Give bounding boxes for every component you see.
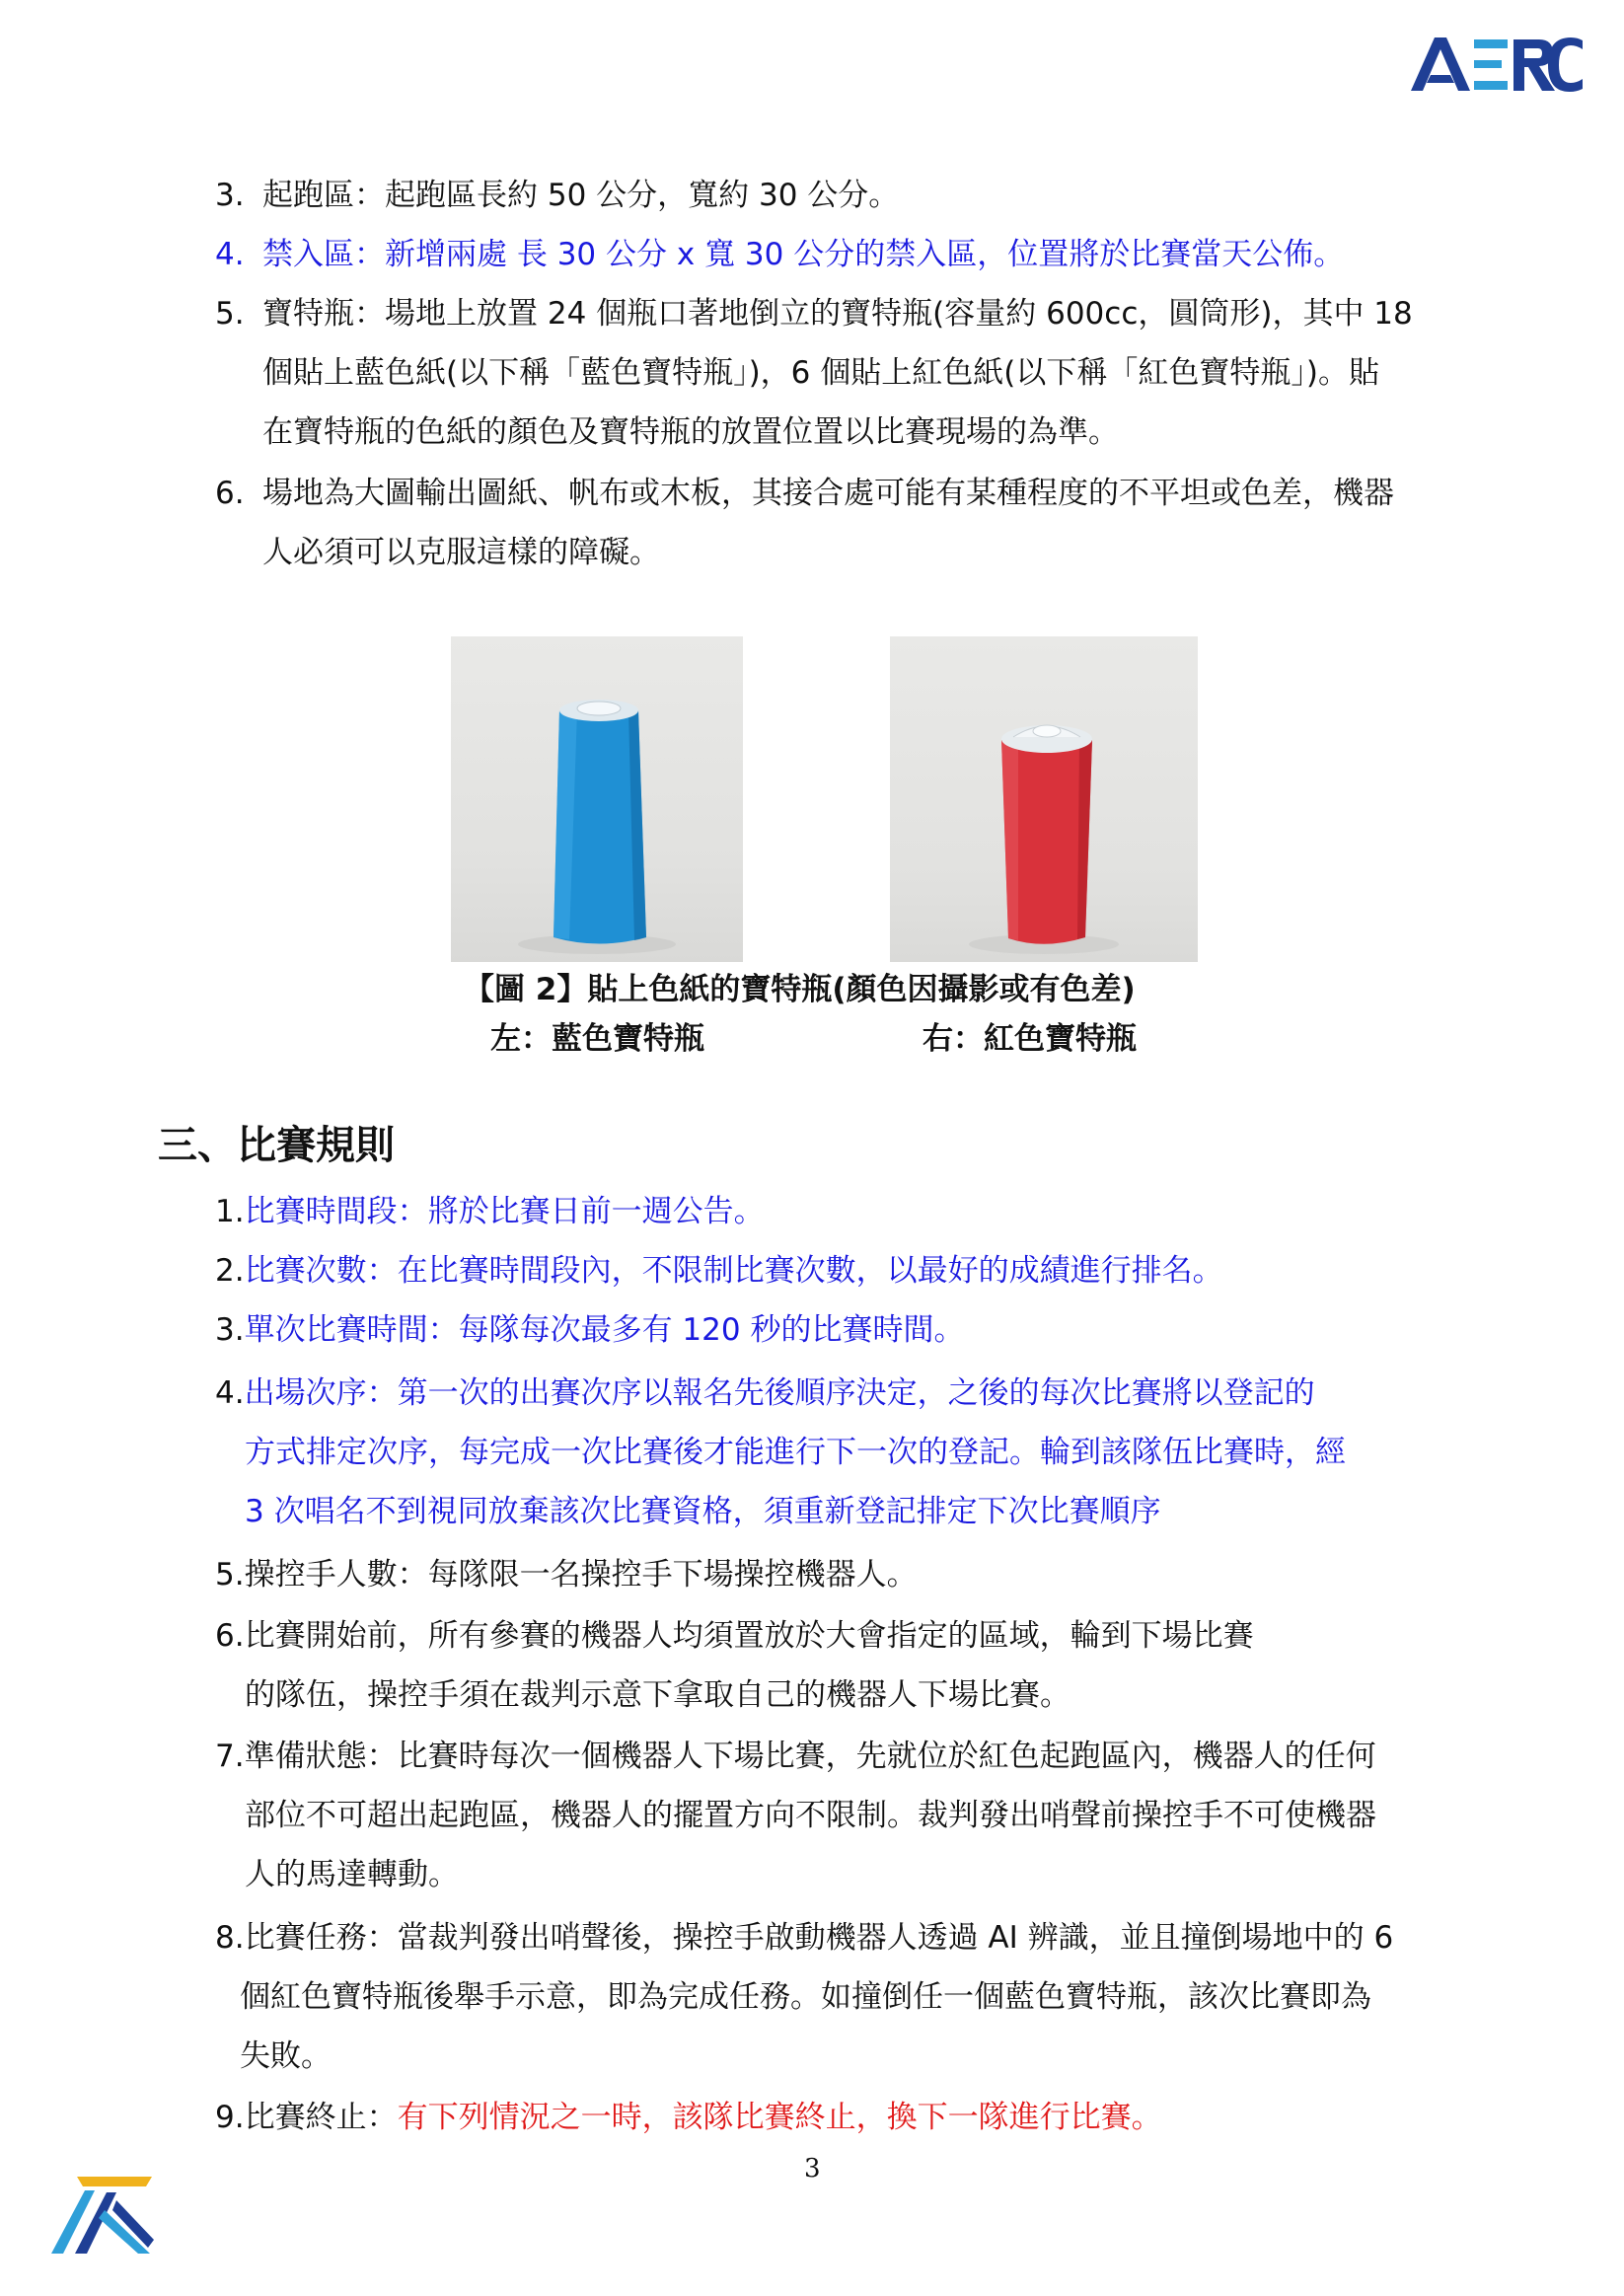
rule-line [215,1555,918,1594]
rule-text: 的隊伍，操控手須在裁判示意下拿取自己的機器人下場比賽。 [245,1677,1070,1713]
rule-line [215,1616,1254,1656]
rule-number: 1. [215,1194,245,1229]
venue-item-text: 場地為大圖輸出圖紙、帆布或木板，其接合處可能有某種程度的不平坦或色差，機器 [262,476,1394,511]
rule-label: 比賽終止： [244,2100,398,2135]
blue-bottle-illustration [451,636,743,962]
rule-line [245,1433,1346,1472]
aerc-logo [1409,32,1587,95]
rule-line [215,1192,765,1231]
rule-text: 操控手人數：每隊限一名操控手下場操控機器人。 [244,1557,918,1592]
venue-item-text: 個貼上藍色紙(以下稱「藍色寶特瓶」)，6 個貼上紅色紙(以下稱「紅色寶特瓶」)。貼 [262,355,1379,391]
red-bottle-illustration [890,636,1198,962]
rule-text: 個紅色寶特瓶後舉手示意，即為完成任務。如撞倒任一個藍色寶特瓶，該次比賽即為 [240,1979,1371,2015]
rule-text: 出場次序：第一次的出賽次序以報名先後順序決定，之後的每次比賽將以登記的 [244,1375,1315,1411]
rule-line [215,1918,1393,1958]
venue-item-text: 起跑區：起跑區長約 50 公分，寬約 30 公分。 [262,178,900,213]
section-heading: 三、比賽規則 [158,1123,395,1168]
rule-line [245,1855,459,1894]
page-number: 3 [804,2154,821,2184]
rule-text: 失敗。 [240,2038,332,2074]
rule-number: 7. [215,1739,245,1774]
figure-right-label: 右：紅色寶特瓶 [923,1021,1137,1057]
venue-item-text: 人必須可以克服這樣的障礙。 [262,535,660,570]
rule-text: 單次比賽時間：每隊每次最多有 120 秒的比賽時間。 [244,1312,965,1348]
rule-line [240,1977,1371,2017]
rule-line [240,2037,332,2076]
rule-number: 3. [215,1312,245,1348]
rule-line [215,2098,1162,2137]
rule-text: 部位不可超出起跑區，機器人的擺置方向不限制。裁判發出哨聲前操控手不可使機器 [245,1798,1376,1833]
figure-caption: 【圖 2】貼上色紙的寶特瓶(顏色因攝影或有色差) [464,972,1136,1007]
rule-number: 6. [215,1618,245,1654]
venue-item-text: 在寶特瓶的色紙的顏色及寶特瓶的放置位置以比賽現場的為準。 [262,414,1119,450]
rule-line [245,1796,1376,1835]
footer-logo [47,2171,156,2258]
rule-line [245,1492,1161,1531]
rule-text: 準備狀態：比賽時每次一個機器人下場比賽，先就位於紅色起跑區內，機器人的任何 [244,1739,1376,1774]
rule-text: 比賽開始前，所有參賽的機器人均須置放於大會指定的區域，輪到下場比賽 [244,1618,1254,1654]
blue-bottle-photo [451,636,743,962]
rule-line [215,1310,964,1350]
venue-item-number: 3. [215,178,245,213]
venue-item-number: 6. [215,476,245,511]
rule-line [245,1675,1070,1715]
figure-left-label: 左：藍色寶特瓶 [490,1021,704,1057]
rule-text: 有下列情況之一時，該隊比賽終止，換下一隊進行比賽。 [397,2100,1162,2135]
rule-text: 比賽任務：當裁判發出哨聲後，操控手啟動機器人透過 AI 辨識，並且撞倒場地中的 6 [244,1920,1394,1956]
venue-item-text: 禁入區：新增兩處 長 30 公分 x 寬 30 公分的禁入區，位置將於比賽當天公佈。 [262,237,1345,272]
rule-number: 5. [215,1557,245,1592]
venue-item-number: 5. [215,296,245,332]
rule-line [215,1251,1223,1291]
rule-line [215,1373,1315,1413]
rule-number: 9. [215,2100,245,2135]
rule-text: 比賽次數：在比賽時間段內，不限制比賽次數，以最好的成績進行排名。 [244,1253,1223,1289]
venue-item-number: 4. [215,237,245,272]
rule-text: 比賽時間段：將於比賽日前一週公告。 [244,1194,765,1229]
venue-item-text: 寶特瓶：場地上放置 24 個瓶口著地倒立的寶特瓶(容量約 600cc，圓筒形)，其中 18 [262,296,1413,332]
rule-number: 8. [215,1920,245,1956]
rule-number: 4. [215,1375,245,1411]
red-bottle-photo [890,636,1198,962]
rule-text: 3 次唱名不到視同放棄該次比賽資格，須重新登記排定下次比賽順序 [245,1494,1161,1529]
rule-text: 方式排定次序，每完成一次比賽後才能進行下一次的登記。輪到該隊伍比賽時，經 [245,1435,1346,1470]
rule-text: 人的馬達轉動。 [245,1857,459,1892]
rule-number: 2. [215,1253,245,1289]
rule-line [215,1737,1376,1776]
